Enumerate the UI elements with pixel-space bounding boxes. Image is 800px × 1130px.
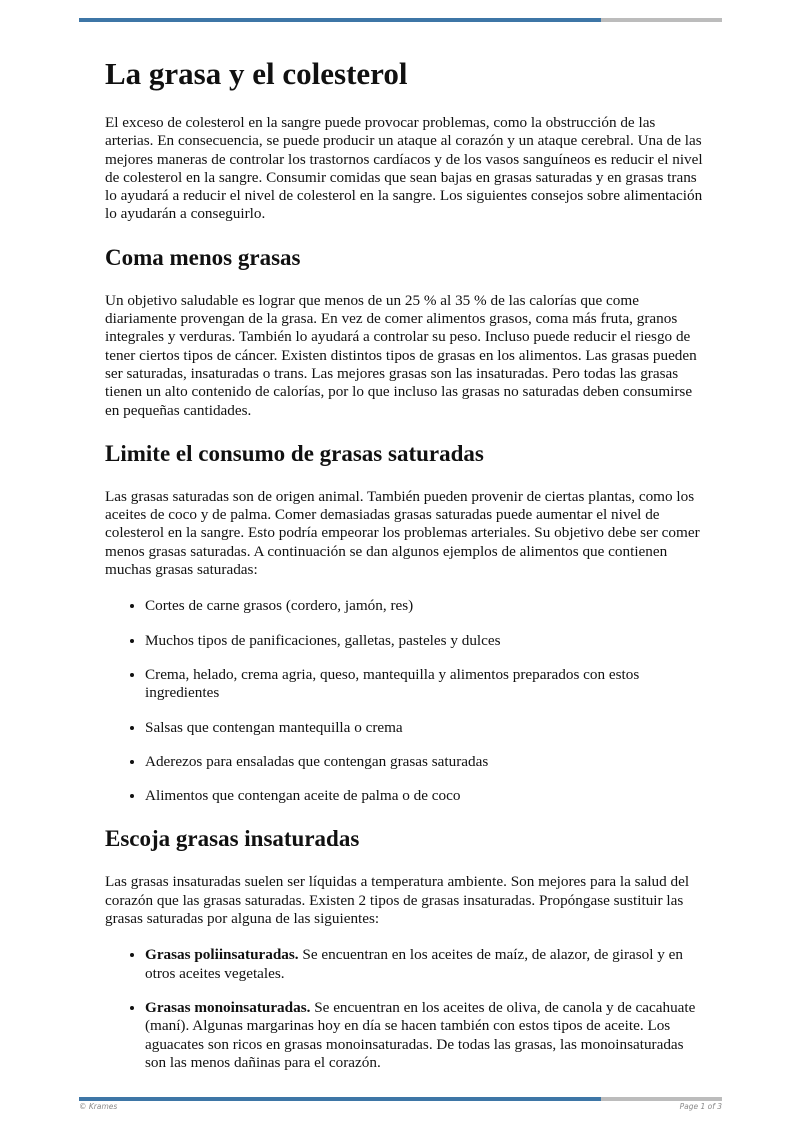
list-item: • Muchos tipos de panificaciones, galletas, pasteles y dulces (145, 632, 705, 650)
saturated-fat-foods-list (105, 597, 705, 805)
list-item (145, 999, 705, 1072)
list-item: • Salsas que contengan mantequilla o crema (145, 719, 705, 737)
section-paragraph: Las grasas saturadas son de origen animal. También pueden provenir de ciertas plantas, como los aceites de coco y de palma. Comer demasiadas grasas saturadas puede aumentar el nivel de colesterol en la sangre. Esto podría empeorar los problemas arteriales. Su objetivo debe ser comer menos grasas saturadas. A continuación se dan algunos ejemplos de alimentos que contienen muchas grasas saturadas: (105, 487, 700, 579)
list-item: • Cortes de carne grasos (cordero, jamón, res) (145, 597, 705, 615)
section-heading: Limite el consumo de grasas saturadas (105, 440, 484, 466)
list-item: • Alimentos que contengan aceite de palma o de coco (145, 787, 705, 805)
list-item (145, 946, 705, 983)
page-title: La grasa y el colesterol (105, 56, 408, 91)
section-heading: Coma menos grasas (105, 244, 301, 270)
header-rule (79, 18, 722, 22)
header-rule-accent (79, 18, 601, 22)
section-paragraph: Un objetivo saludable es lograr que menos de un 25 % al 35 % de las calorías que come diariamente provengan de la grasa. En vez de comer alimentos grasos, coma más fruta, granos integrales y verduras. También lo ayudará a controlar su peso. Incluso puede reducir el riesgo de tener ciertos tipos de cáncer. Existen distintos tipos de grasas en los alimentos. Las grasas pueden ser saturadas, insaturadas o trans. Las mejores grasas son las insaturadas. Pero todas las grasas tienen un alto contenido de calorías, por lo que incluso las grasas no saturadas deben consumirse en pequeñas cantidades. (105, 291, 697, 419)
footer-rule-gray (601, 1097, 722, 1101)
list-item-text: Se encuentran en los aceites de maíz, de alazor, de girasol y en otros aceites vegetales. (145, 946, 684, 982)
section-heading: Escoja grasas insaturadas (105, 826, 360, 852)
intro-paragraph: El exceso de colesterol en la sangre puede provocar problemas, como la obstrucción de las arterias. En consecuencia, se puede producir un ataque al corazón y un ataque cerebral. Una de las mejores maneras de controlar los trastornos cardíacos y de los vasos sanguíneos es reducir el nivel de colesterol en la sangre. Consumir comidas que sean bajas en grasas saturadas y en grasas trans lo ayudará a reducir el nivel de colesterol en la sangre. Los siguientes consejos sobre alimentación lo ayudarán a conseguirlo. (105, 114, 703, 223)
footer-rule (79, 1097, 722, 1101)
footer-rule-accent (79, 1097, 601, 1101)
header-rule-gray (601, 18, 722, 22)
document-body (105, 52, 705, 1090)
footer-page-number: Page 1 of 3 (679, 1102, 722, 1111)
section-paragraph: Las grasas insaturadas suelen ser líquidas a temperatura ambiente. Son mejores para la salud del corazón que las grasas saturadas. Existen 2 tipos de grasas insaturadas. Propóngase sustituir las grasas saturadas por alguna de las siguientes: (105, 873, 690, 928)
footer-copyright: © Krames (79, 1102, 118, 1111)
list-item-text: Se encuentran en los aceites de oliva, de canola y de cacahuate (maní). Algunas margarinas hoy en día se hacen también con estos tipos de aceite. Los aguacates son ricos en grasas monoinsaturadas. De todas las grasas, las monoinsaturadas son las menos dañinas para el corazón. (145, 998, 696, 1071)
list-item-term: Grasas poliinsaturadas. (145, 946, 299, 964)
list-item: • Aderezos para ensaladas que contengan grasas saturadas (145, 753, 705, 771)
unsaturated-fat-list (105, 946, 705, 1072)
list-item-term: Grasas monoinsaturadas. (145, 998, 311, 1016)
list-item: • Crema, helado, crema agria, queso, mantequilla y alimentos preparados con estos ingredientes (145, 666, 705, 703)
